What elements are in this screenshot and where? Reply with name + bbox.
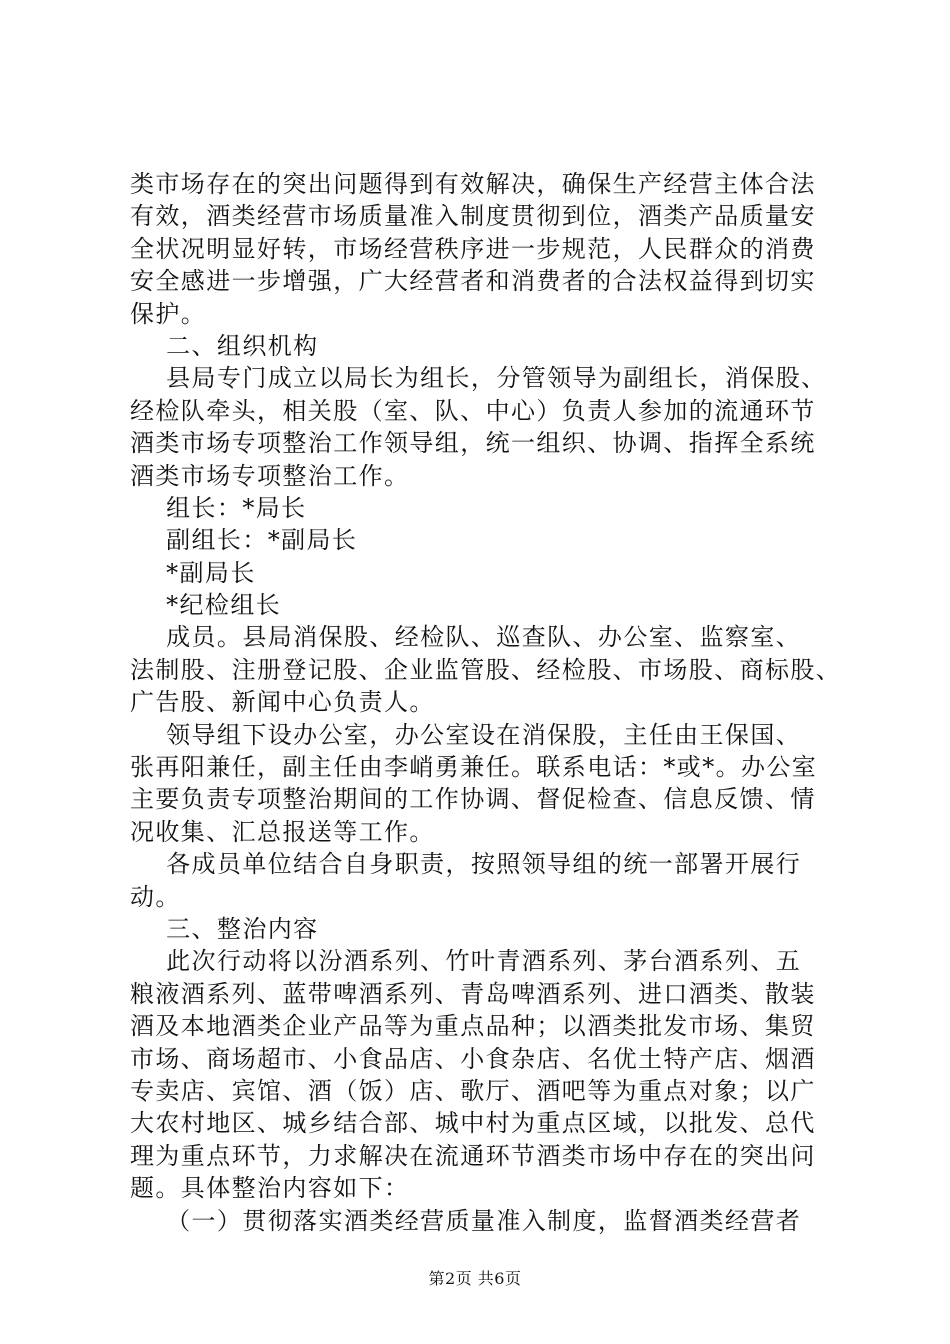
text-line: 况收集、汇总报送等工作。 bbox=[130, 817, 435, 846]
text-line: 专卖店、宾馆、酒（饭）店、歌厅、酒吧等为重点对象；以广 bbox=[130, 1076, 816, 1105]
text-line: 安全感进一步增强，广大经营者和消费者的合法权益得到切实 bbox=[130, 267, 816, 296]
text-line: 领导组下设办公室，办公室设在消保股，主任由王保国、 bbox=[130, 720, 802, 749]
text-line: 大农村地区、城乡结合部、城中村为重点区域，以批发、总代 bbox=[130, 1109, 816, 1138]
text-line: 各成员单位结合自身职责，按照领导组的统一部署开展行 bbox=[130, 850, 802, 879]
text-line: 成员。县局消保股、经检队、巡查队、办公室、监察室、 bbox=[130, 623, 802, 652]
text-line: 酒类市场专项整治工作。 bbox=[130, 461, 410, 490]
text-line: 全状况明显好转，市场经营秩序进一步规范，人民群众的消费 bbox=[130, 234, 816, 263]
text-line: 此次行动将以汾酒系列、竹叶青酒系列、茅台酒系列、五 bbox=[130, 947, 802, 976]
text-line: 酒及本地酒类企业产品等为重点品种；以酒类批发市场、集贸 bbox=[130, 1012, 816, 1041]
text-line: 主要负责专项整治期间的工作协调、督促检查、信息反馈、情 bbox=[130, 785, 816, 814]
text-line: 经检队牵头，相关股（室、队、中心）负责人参加的流通环节 bbox=[130, 396, 816, 425]
text-line: 动。 bbox=[130, 882, 181, 911]
text-line: 类市场存在的突出问题得到有效解决，确保生产经营主体合法 bbox=[130, 170, 816, 198]
text-line: *副局长 bbox=[130, 558, 256, 587]
text-line: 粮液酒系列、蓝带啤酒系列、青岛啤酒系列、进口酒类、散装 bbox=[130, 979, 816, 1008]
text-line: 有效，酒类经营市场质量准入制度贯彻到位，酒类产品质量安 bbox=[130, 202, 816, 231]
document-body bbox=[130, 168, 842, 1237]
text-line: *纪检组长 bbox=[130, 591, 282, 620]
page-number-footer: 第2页 共6页 bbox=[428, 1269, 522, 1288]
text-line: 广告股、新闻中心负责人。 bbox=[130, 688, 435, 717]
text-line: 保护。 bbox=[130, 299, 207, 328]
text-line: 酒类市场专项整治工作领导组，统一组织、协调、指挥全系统 bbox=[130, 429, 816, 458]
text-line: 理为重点环节，力求解决在流通环节酒类市场中存在的突出问 bbox=[130, 1141, 816, 1170]
text-line: 县局专门成立以局长为组长，分管领导为副组长，消保股、 bbox=[130, 364, 827, 393]
text-line: 市场、商场超市、小食品店、小食杂店、名优土特产店、烟酒 bbox=[130, 1044, 816, 1073]
text-line: 组长：*局长 bbox=[130, 493, 307, 522]
text-line: 法制股、注册登记股、企业监管股、经检股、市场股、商标股、 bbox=[130, 655, 842, 684]
text-line: （一）贯彻落实酒类经营质量准入制度，监督酒类经营者 bbox=[130, 1206, 802, 1235]
section-heading: 二、组织机构 bbox=[130, 331, 319, 360]
section-heading: 三、整治内容 bbox=[130, 914, 319, 943]
text-line: 题。具体整治内容如下： bbox=[130, 1174, 410, 1203]
text-line: 副组长：*副局长 bbox=[130, 526, 358, 555]
text-line: 张再阳兼任，副主任由李峭勇兼任。联系电话：*或*。办公室 bbox=[130, 753, 818, 782]
